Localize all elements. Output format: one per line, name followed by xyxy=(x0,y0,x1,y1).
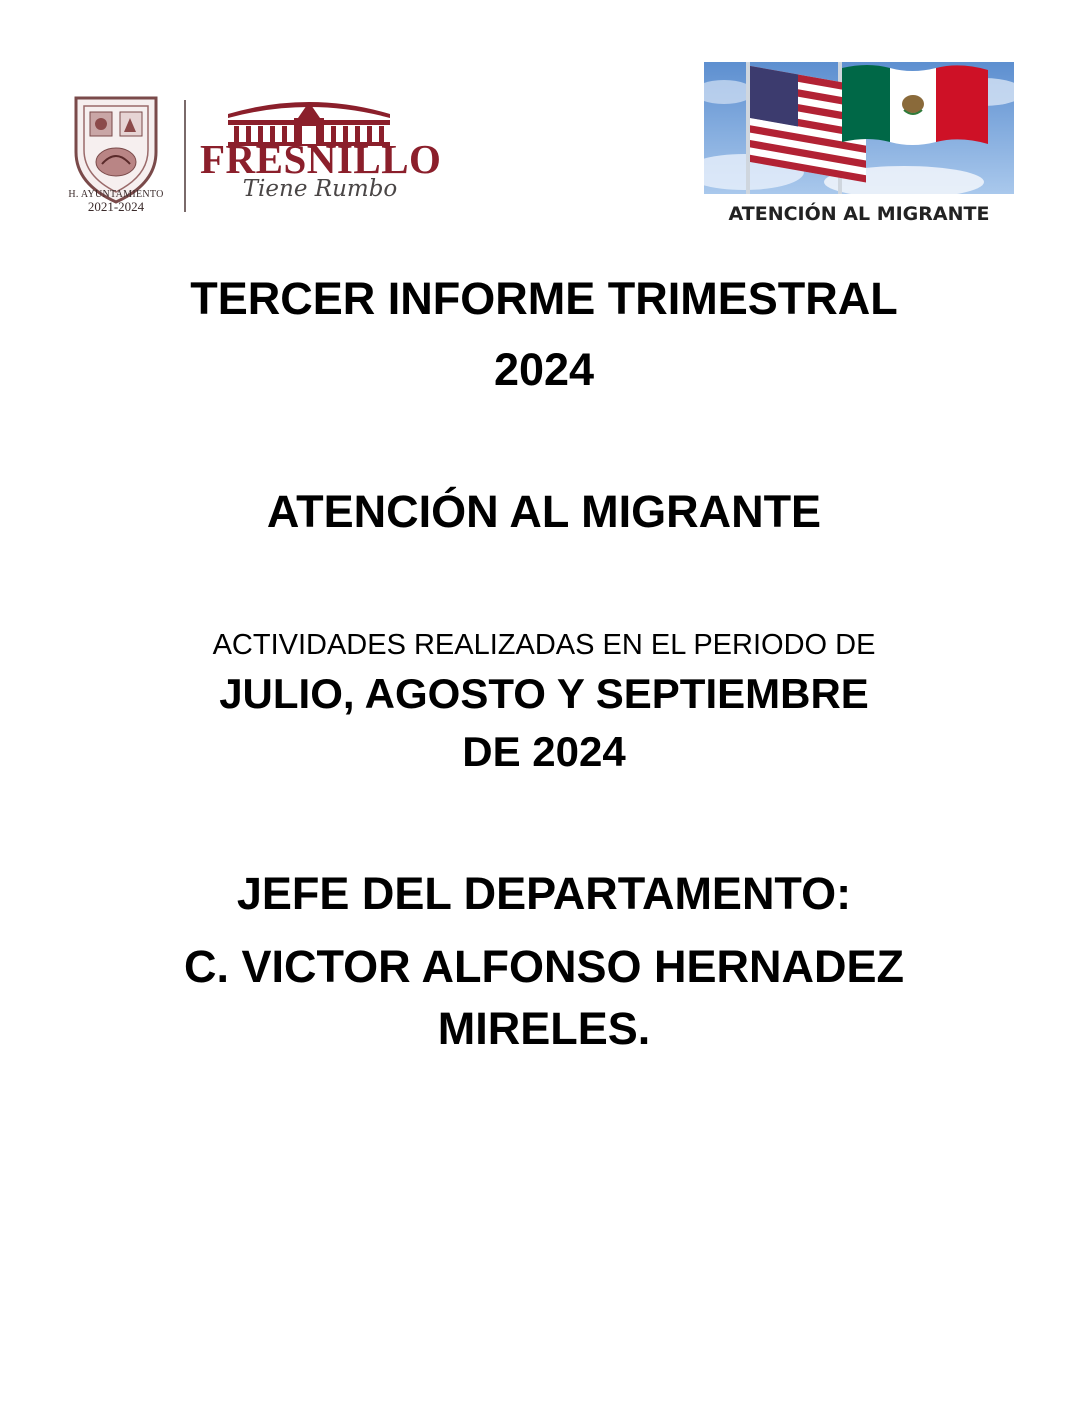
department-chief-name-line2: MIRELES. xyxy=(437,1003,651,1054)
logo-divider xyxy=(184,100,186,212)
period-year: DE 2024 xyxy=(462,728,626,775)
report-title: TERCER INFORME TRIMESTRAL xyxy=(190,273,898,324)
period-months: JULIO, AGOSTO Y SEPTIEMBRE xyxy=(219,670,869,717)
fresnillo-wordmark: FRESNILLO xyxy=(200,136,442,182)
usa-mexico-flags-image xyxy=(704,62,1014,194)
fresnillo-tagline: Tiene Rumbo xyxy=(242,176,398,202)
department-name: ATENCIÓN AL MIGRANTE xyxy=(266,486,822,537)
report-year: 2024 xyxy=(493,344,595,395)
department-chief-label: JEFE DEL DEPARTAMENTO: xyxy=(236,868,852,919)
migrant-banner-caption: ATENCIÓN AL MIGRANTE xyxy=(728,203,990,225)
seal-caption-line2: 2021-2024 xyxy=(87,199,145,214)
department-chief-name-line1: C. VICTOR ALFONSO HERNADEZ xyxy=(183,941,905,992)
period-intro: ACTIVIDADES REALIZADAS EN EL PERIODO DE xyxy=(212,629,876,661)
seal-caption-line1: H. AYUNTAMIENTO xyxy=(68,189,164,200)
